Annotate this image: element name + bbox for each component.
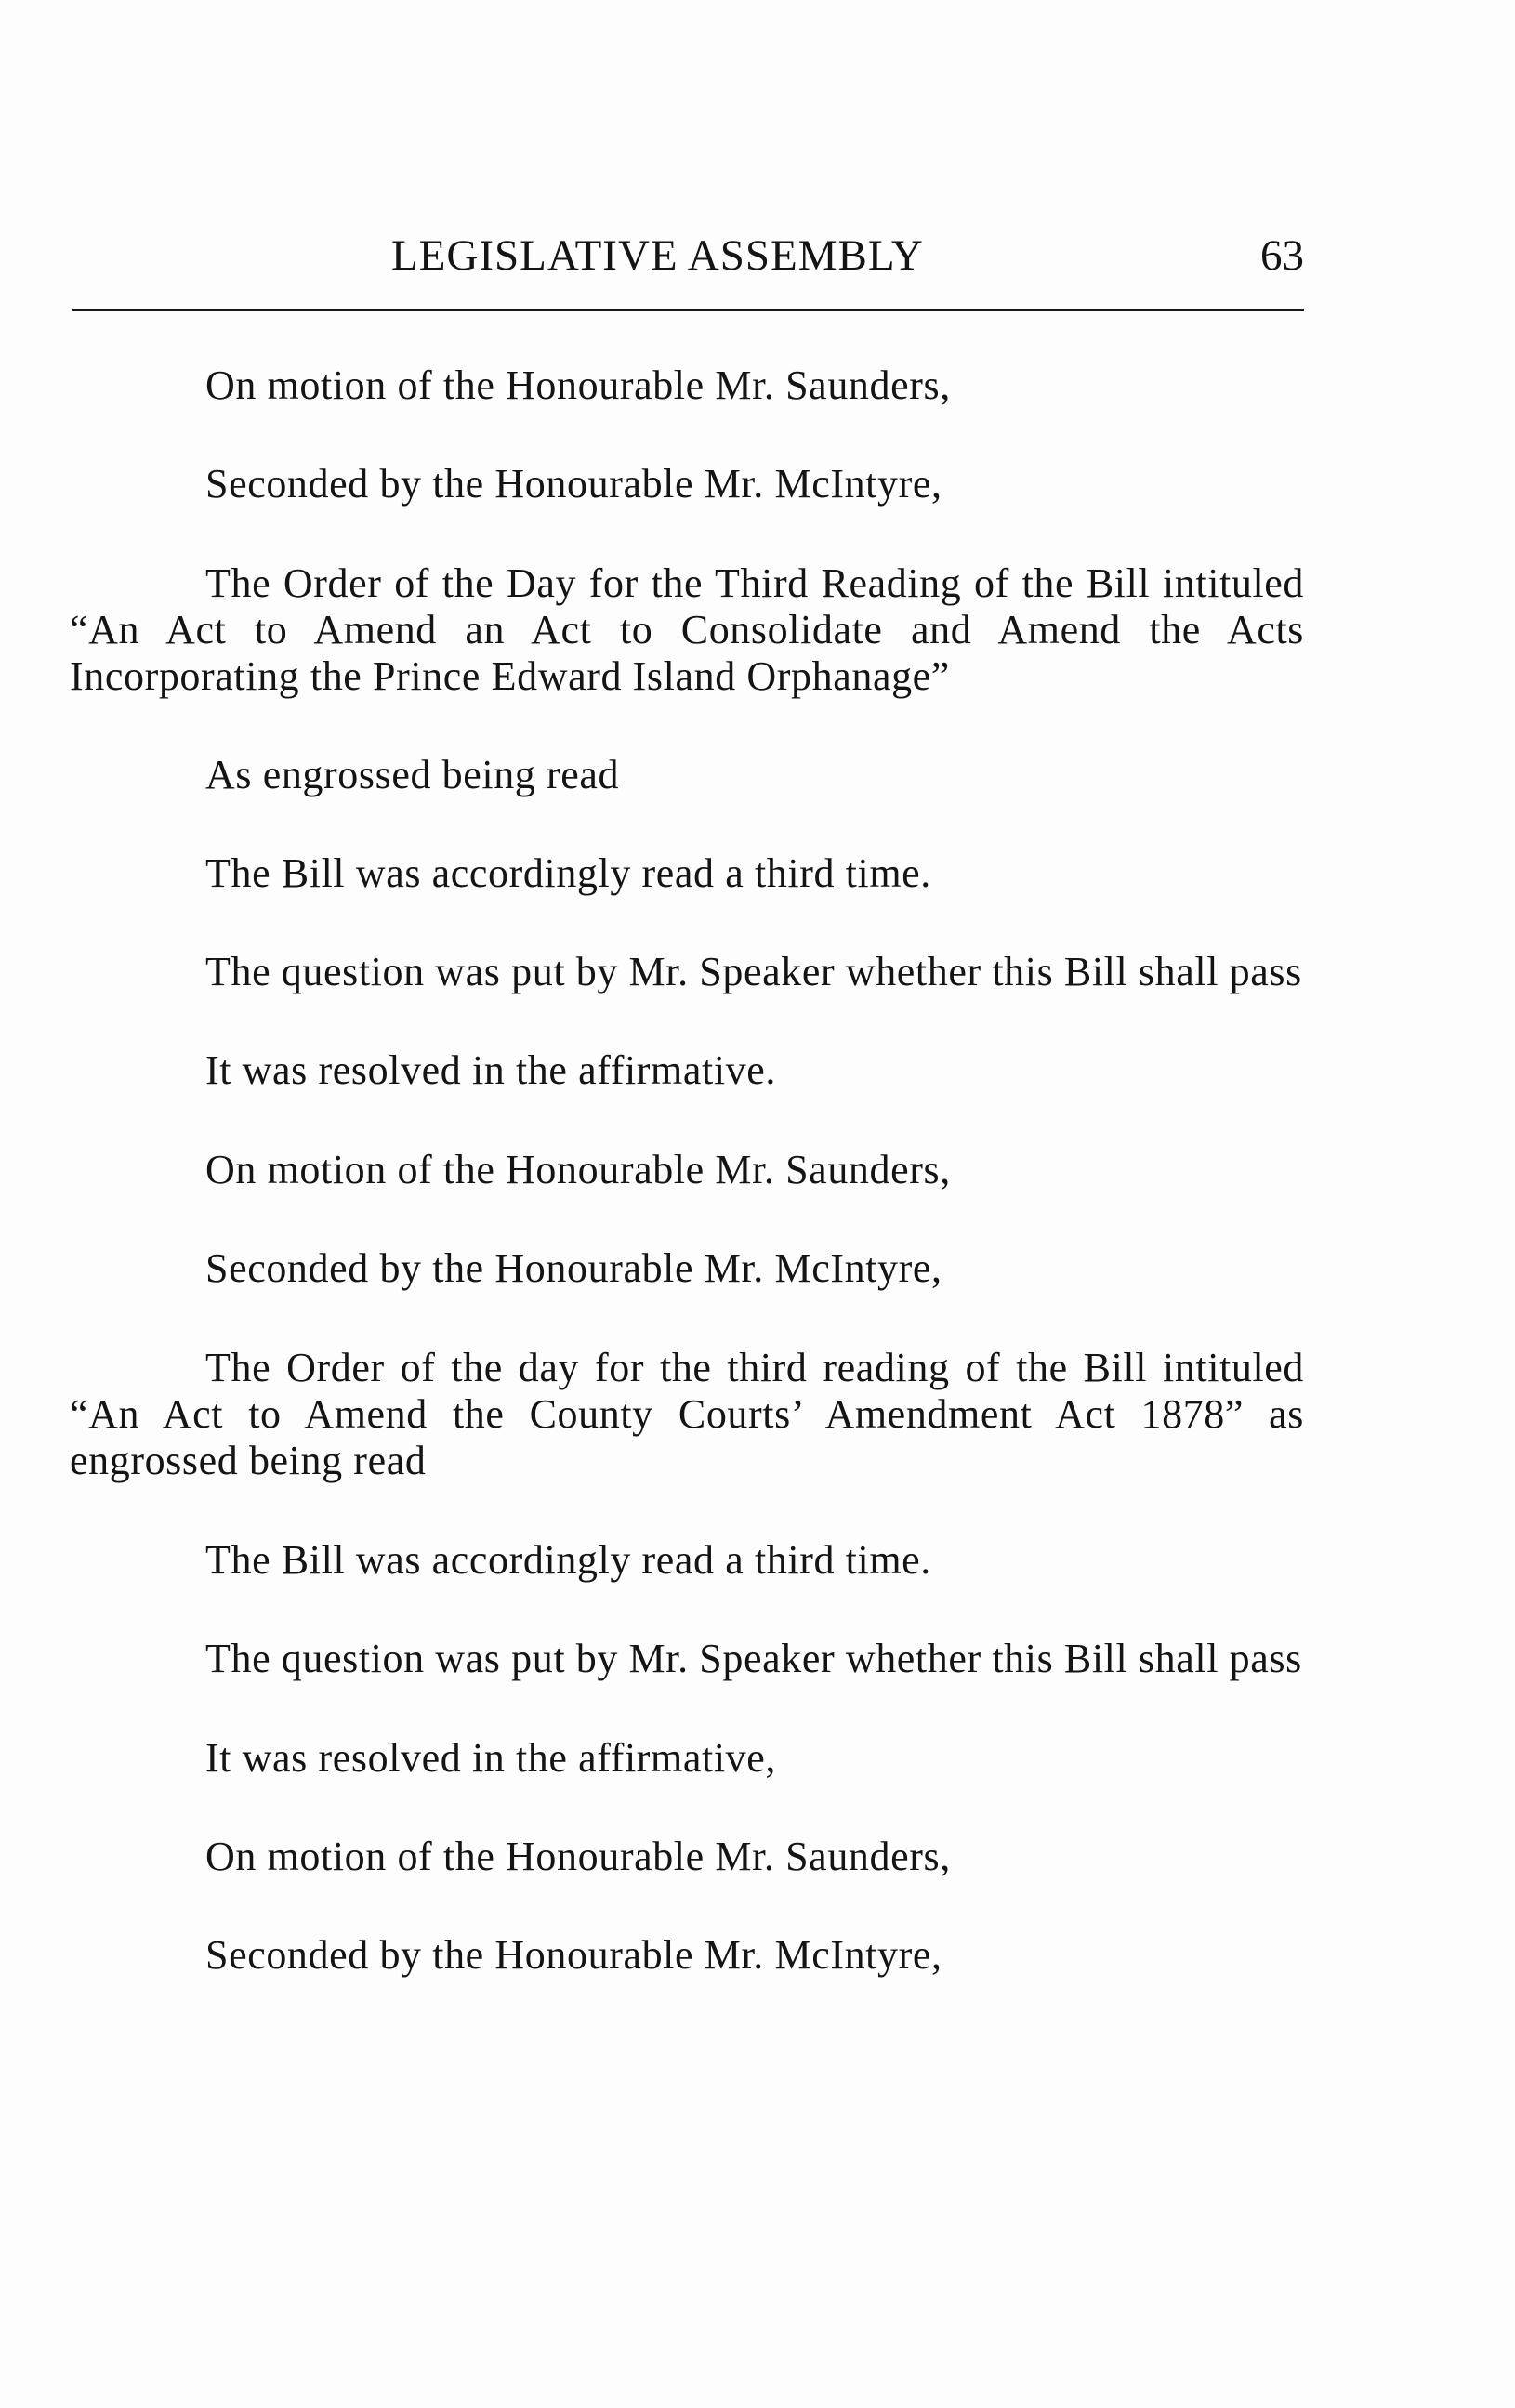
seconded-paragraph: Seconded by the Honourable Mr. McIntyre,: [205, 1932, 942, 1978]
resolution-paragraph: It was resolved in the affirmative.: [205, 1047, 776, 1093]
page-header: [72, 228, 1304, 302]
third-reading-paragraph: The Bill was accordingly read a third time.: [205, 850, 931, 896]
question-paragraph: The question was put by Mr. Speaker whether this Bill shall pass: [205, 949, 1302, 994]
page-number: 63: [1260, 231, 1304, 280]
page-body: [70, 362, 1304, 1979]
third-reading-paragraph: The Bill was accordingly read a third time.: [205, 1537, 931, 1583]
header-rule: [72, 309, 1304, 311]
seconded-paragraph: Seconded by the Honourable Mr. McIntyre,: [205, 461, 942, 507]
motion-paragraph: On motion of the Honourable Mr. Saunders,: [205, 1147, 951, 1192]
engrossed-paragraph: As engrossed being read: [205, 752, 620, 797]
seconded-paragraph: Seconded by the Honourable Mr. McIntyre,: [205, 1245, 942, 1291]
resolution-paragraph: It was resolved in the affirmative,: [205, 1735, 776, 1781]
question-paragraph: The question was put by Mr. Speaker whether this Bill shall pass: [205, 1636, 1302, 1681]
motion-paragraph: On motion of the Honourable Mr. Saunders,: [205, 1834, 951, 1879]
motion-paragraph: On motion of the Honourable Mr. Saunders,: [205, 362, 951, 408]
running-title: LEGISLATIVE ASSEMBLY: [391, 231, 924, 280]
order-of-day-paragraph: The Order of the day for the third reading of the Bill intituled “An Act to Amend the County Courts’ Amendment Act 1878” as engrossed being read: [70, 1345, 1304, 1483]
order-of-day-paragraph: The Order of the Day for the Third Reading of the Bill intituled “An Act to Amend an Act to Consolidate and Amend the Acts Incorporating the Prince Edward Island Orphanage”: [70, 560, 1304, 699]
